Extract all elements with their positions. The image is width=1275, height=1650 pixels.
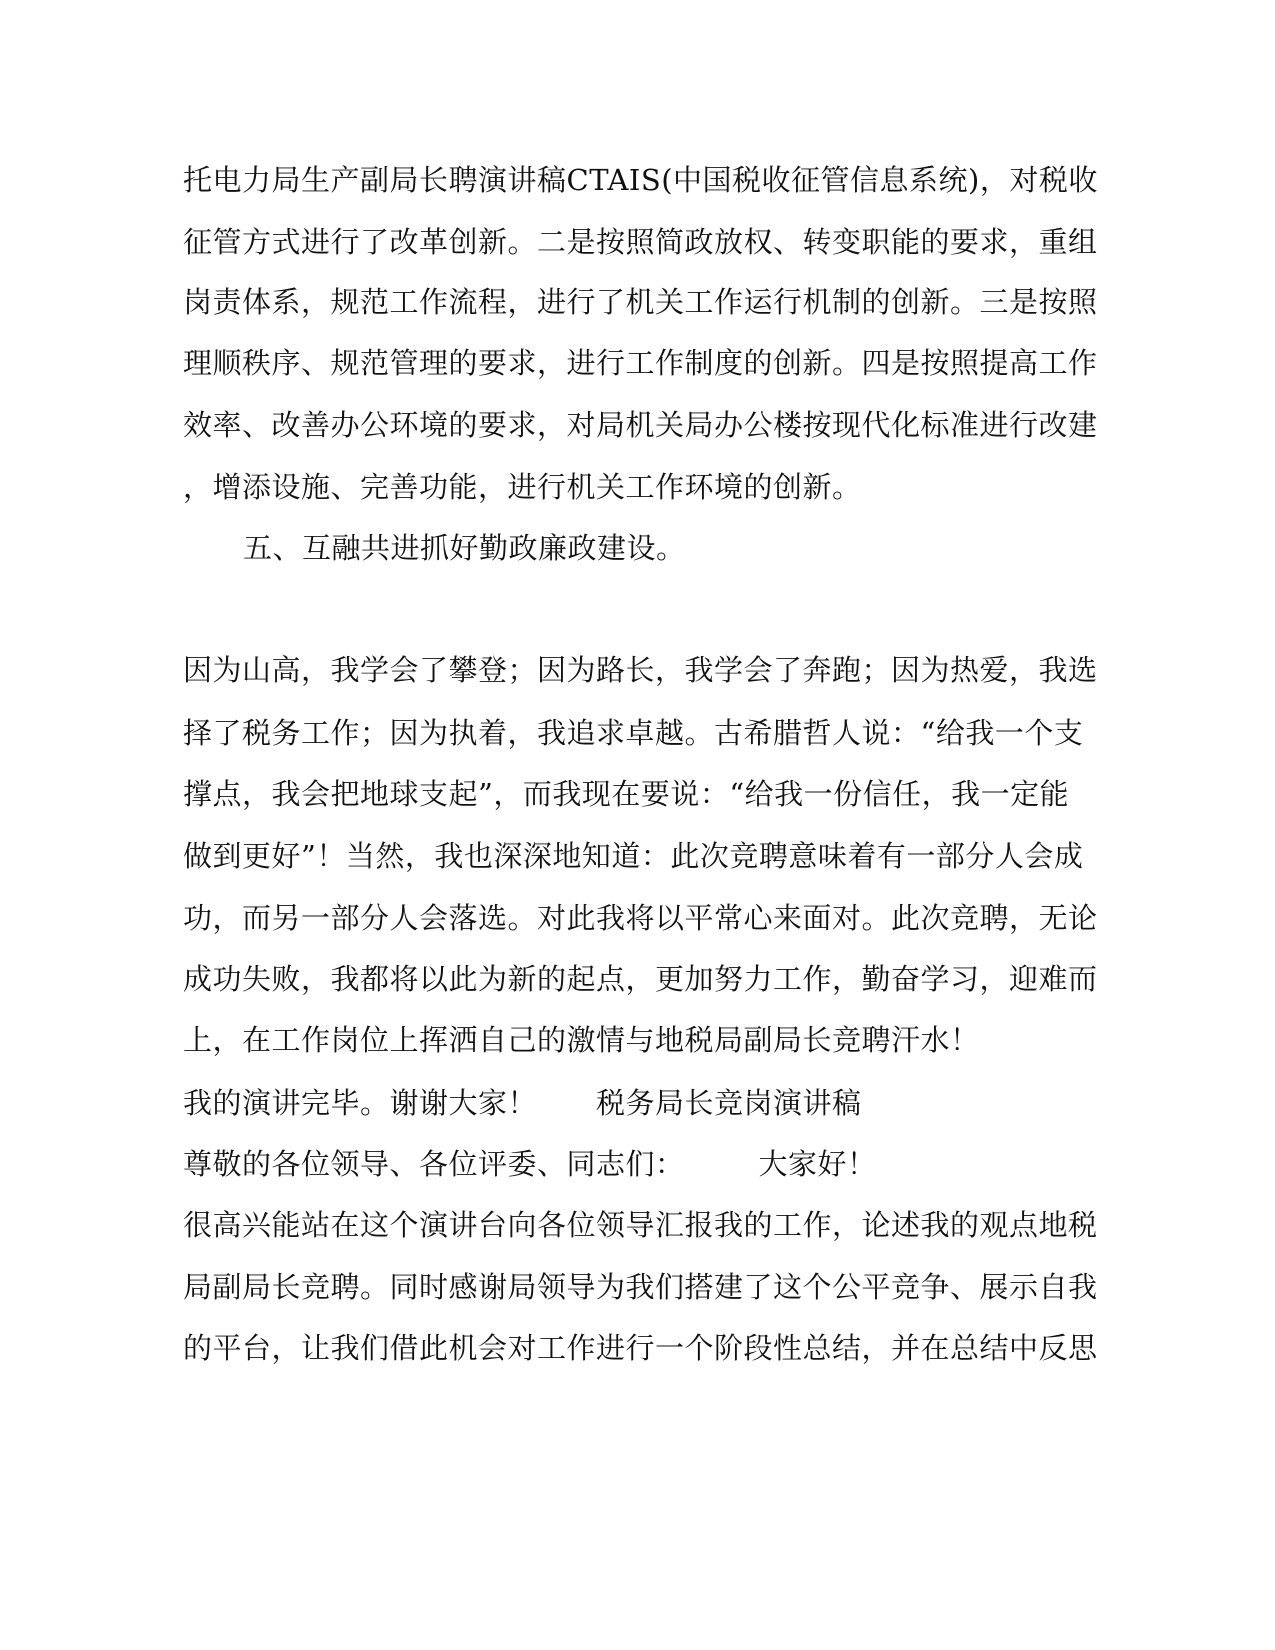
text-line: 岗责体系，规范工作流程，进行了机关工作运行机制的创新。三是按照 (183, 285, 1098, 319)
text-line: 托电力局生产副局长聘演讲稿CTAIS(中国税收征管信息系统)，对税收 (183, 163, 1098, 197)
text-line: 我的演讲完毕。谢谢大家！ 税务局长竞岗演讲稿 (183, 1086, 862, 1120)
text-line: 征管方式进行了改革创新。二是按照简政放权、转变职能的要求，重组 (183, 225, 1098, 259)
text-line: 择了税务工作；因为执着，我追求卓越。古希腊哲人说：“给我一个支 (183, 716, 1084, 750)
text-line: 很高兴能站在这个演讲台向各位领导汇报我的工作，论述我的观点地税 (183, 1208, 1098, 1242)
text-line: 因为山高，我学会了攀登；因为路长，我学会了奔跑；因为热爱，我选 (183, 653, 1098, 687)
text-line: 撑点，我会把地球支起”，而我现在要说：“给我一份信任，我一定能 (183, 777, 1070, 811)
text-line: 理顺秩序、规范管理的要求，进行工作制度的创新。四是按照提高工作 (183, 346, 1098, 380)
text-line: 功，而另一部分人会落选。对此我将以平常心来面对。此次竞聘，无论 (183, 901, 1098, 935)
text-line: 做到更好”！当然，我也深深地知道：此次竞聘意味着有一部分人会成 (183, 839, 1084, 873)
text-line: 尊敬的各位领导、各位评委、同志们： 大家好！ (183, 1147, 877, 1181)
text-line: 的平台，让我们借此机会对工作进行一个阶段性总结，并在总结中反思 (183, 1331, 1098, 1365)
section-heading: 五、互融共进抓好勤政廉政建设。 (243, 531, 686, 565)
text-line: 局副局长竞聘。同时感谢局领导为我们搭建了这个公平竞争、展示自我 (183, 1270, 1098, 1304)
text-line: 上，在工作岗位上挥洒自己的激情与地税局副局长竞聘汗水！ (183, 1023, 980, 1057)
text-line: 成功失败，我都将以此为新的起点，更加努力工作，勤奋学习，迎难而 (183, 962, 1098, 996)
text-line: 效率、改善办公环境的要求，对局机关局办公楼按现代化标准进行改建 (183, 408, 1098, 442)
text-line: ，增添设施、完善功能，进行机关工作环境的创新。 (183, 470, 862, 504)
